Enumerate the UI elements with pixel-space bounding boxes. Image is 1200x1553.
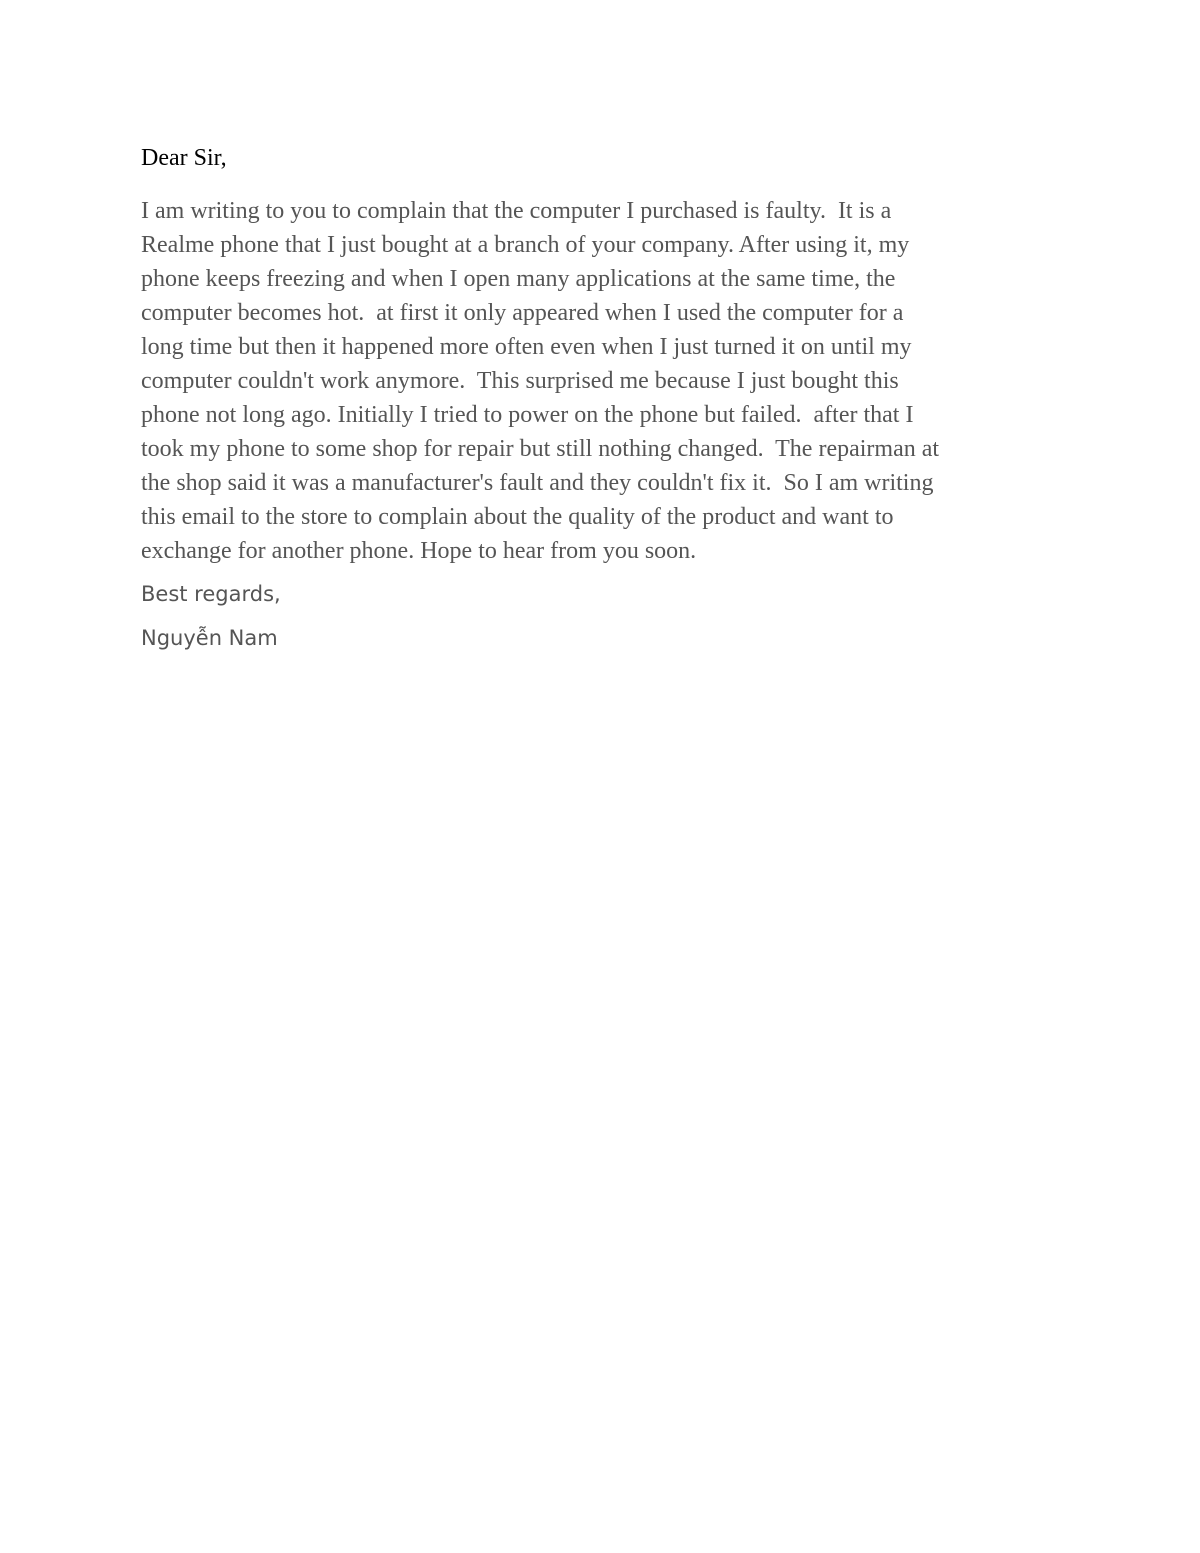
letter-closing: Best regards, (141, 582, 281, 606)
letter-body-line: computer couldn't work anymore. This surprised me because I just bought this (141, 368, 899, 394)
letter-body-line: long time but then it happened more often even when I just turned it on until my (141, 334, 912, 360)
letter-body-line: Realme phone that I just bought at a branch of your company. After using it, my (141, 232, 910, 258)
letter-body-line: phone not long ago. Initially I tried to power on the phone but failed. after that I (141, 402, 914, 428)
letter-body-line: computer becomes hot. at first it only appeared when I used the computer for a (141, 300, 904, 326)
letter-body-line: phone keeps freezing and when I open many applications at the same time, the (141, 266, 896, 292)
letter-body-line: this email to the store to complain about the quality of the product and want to (141, 504, 894, 530)
letter-body (141, 194, 1081, 568)
letter-body-line: exchange for another phone. Hope to hear from you soon. (141, 538, 697, 564)
letter-signature: Nguyễn Nam (141, 626, 278, 650)
letter-body-line: took my phone to some shop for repair but still nothing changed. The repairman at (141, 436, 940, 462)
letter-body-line: the shop said it was a manufacturer's fault and they couldn't fix it. So I am writing (141, 470, 934, 496)
letter-body-line: I am writing to you to complain that the computer I purchased is faulty. It is a (141, 198, 892, 224)
letter-salutation: Dear Sir, (141, 145, 227, 171)
